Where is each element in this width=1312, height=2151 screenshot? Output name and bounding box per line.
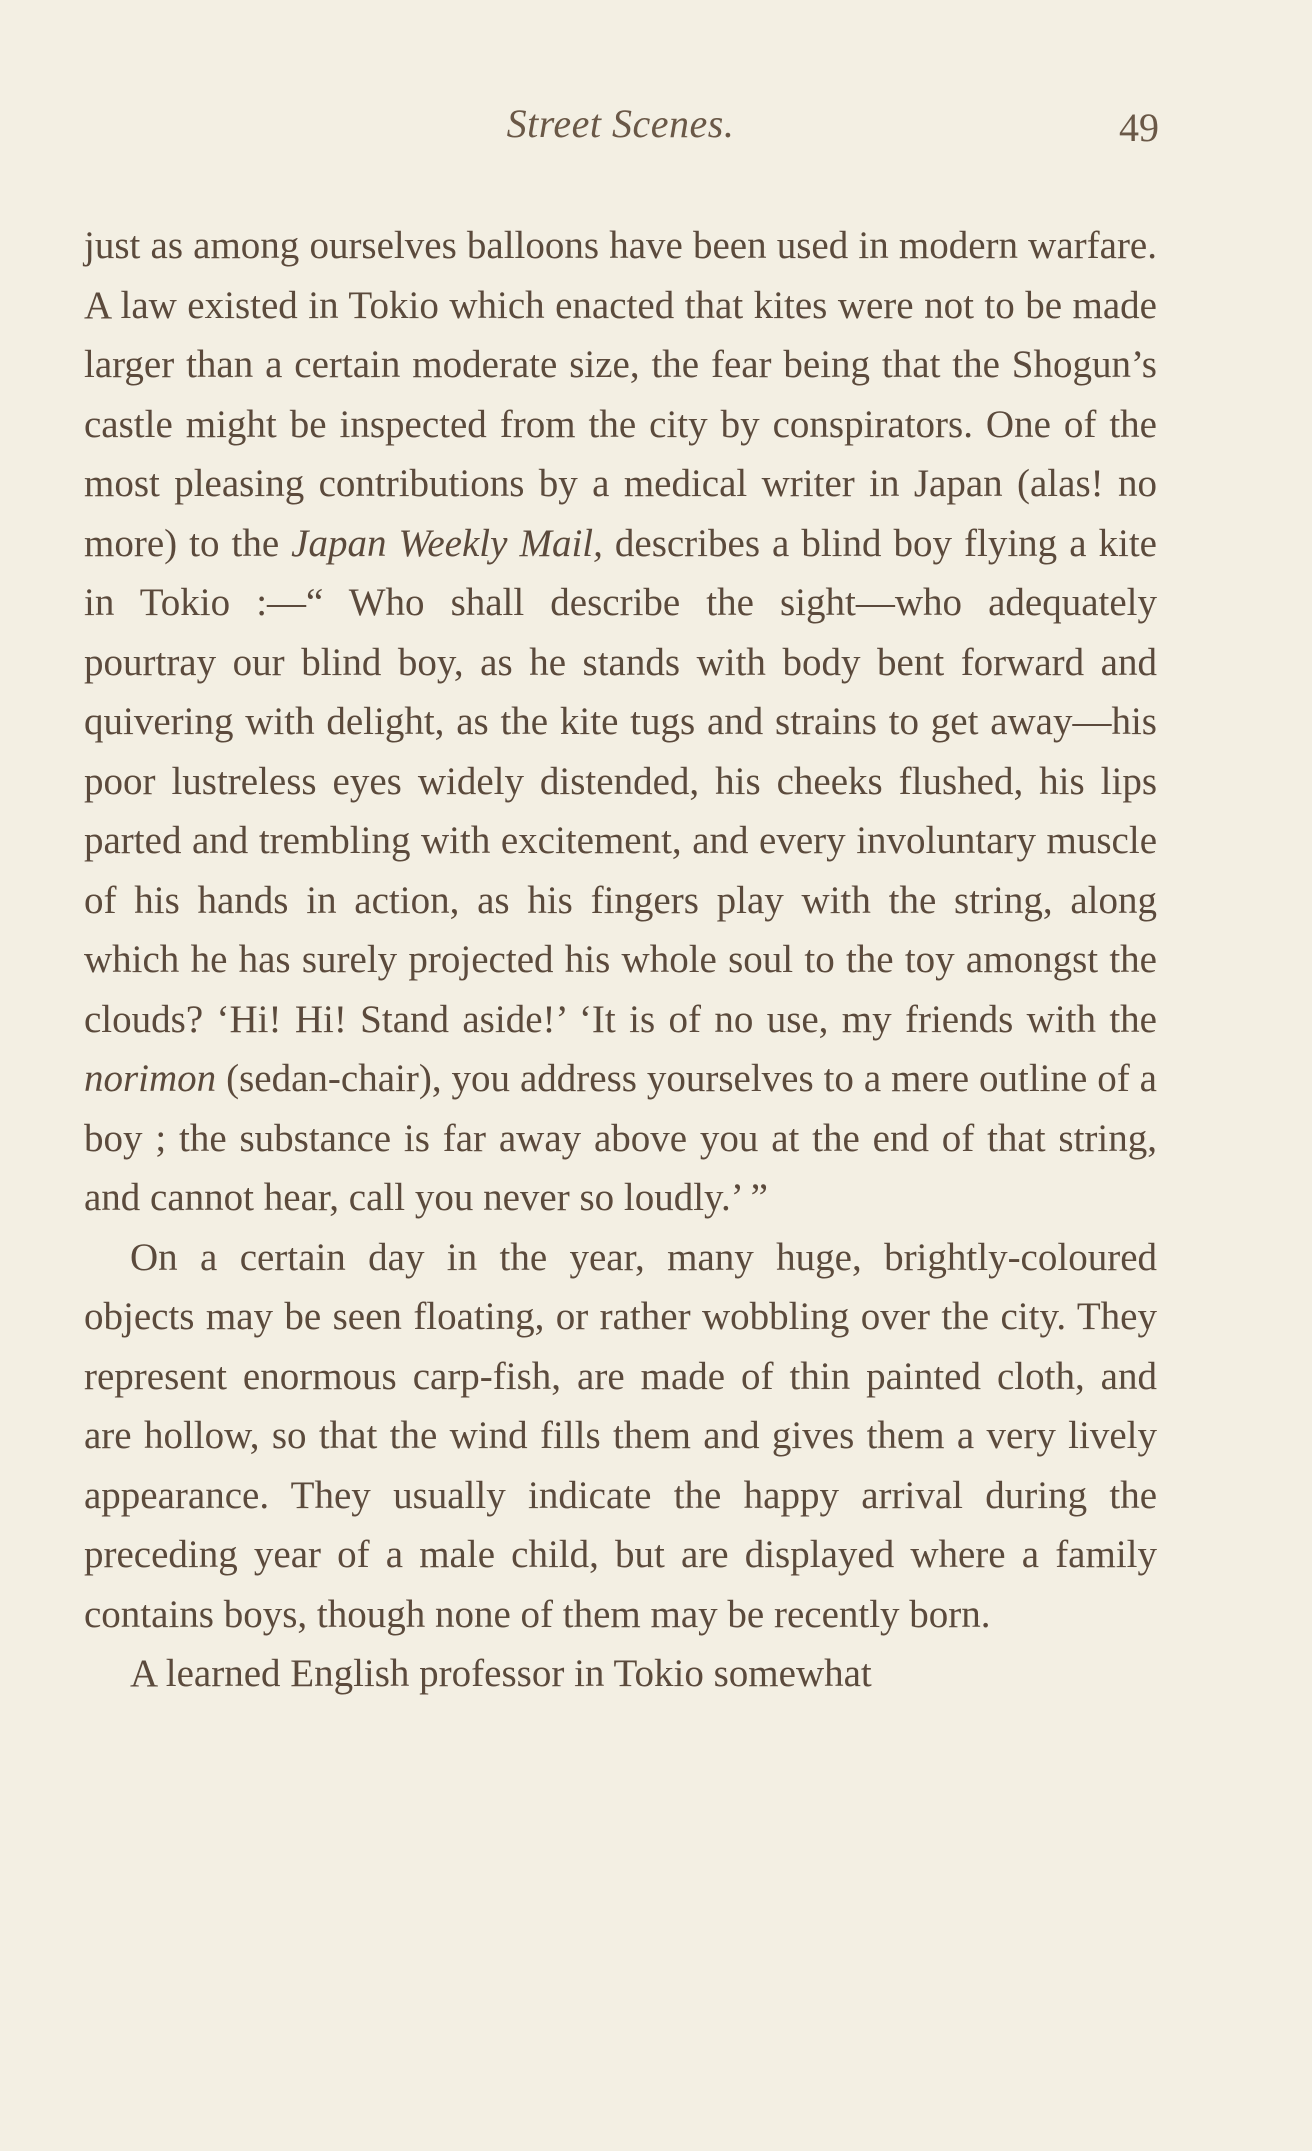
running-title: Street Scenes.	[506, 101, 735, 146]
body-text	[84, 216, 1157, 1704]
text-run: (sedan-chair), you address yourselves to a mere outline of a boy ; the substance is far away above you at the end of that string, and cannot hear, call you never so loudly.’ ”	[84, 1057, 1157, 1219]
text-run: describes a blind boy flying a kite in Tokio :—“ Who shall describe the sight—who adequately pourtray our blind boy, as he stands with body bent forward and quivering with delight, as the kite tugs and strains to get away—his poor lustreless eyes widely distended, his cheeks flushed, his lips parted and trembling with excitement, and every involuntary muscle of his hands in action, as his fingers play with the string, along which he has surely projected his whole soul to the toy amongst the clouds? ‘Hi! Hi! Stand aside!’ ‘It is of no use, my friends with the	[84, 521, 1157, 1041]
foreign-term: norimon	[84, 1057, 217, 1100]
text-run: just as among ourselves balloons have been used in modern warfare. A law existed in Tokio which enacted that kites were not to be made larger than a certain moderate size, the fear being that the Shogun’s castle might be inspected from the city by conspirators. One of the most pleasing contributions by a medical writer in Japan (alas! no more) to the	[84, 224, 1157, 565]
running-head	[82, 100, 1159, 160]
periodical-title: Japan Weekly Mail,	[291, 521, 603, 565]
page-number: 49	[1119, 105, 1159, 150]
paragraph-continued	[84, 216, 1157, 1228]
paragraph: On a certain day in the year, many huge, brightly-coloured objects may be seen floating, or rather wobbling over the city. They represent enormous carp-fish, are made of thin painted cloth, and are hollow, so that the wind fills them and gives them a very lively appearance. They usually indicate the happy arrival during the preceding year of a male child, but are displayed where a family contains boys, though none of them may be recently born.	[84, 1235, 1157, 1636]
paragraph: A learned English professor in Tokio somewhat	[130, 1652, 872, 1695]
